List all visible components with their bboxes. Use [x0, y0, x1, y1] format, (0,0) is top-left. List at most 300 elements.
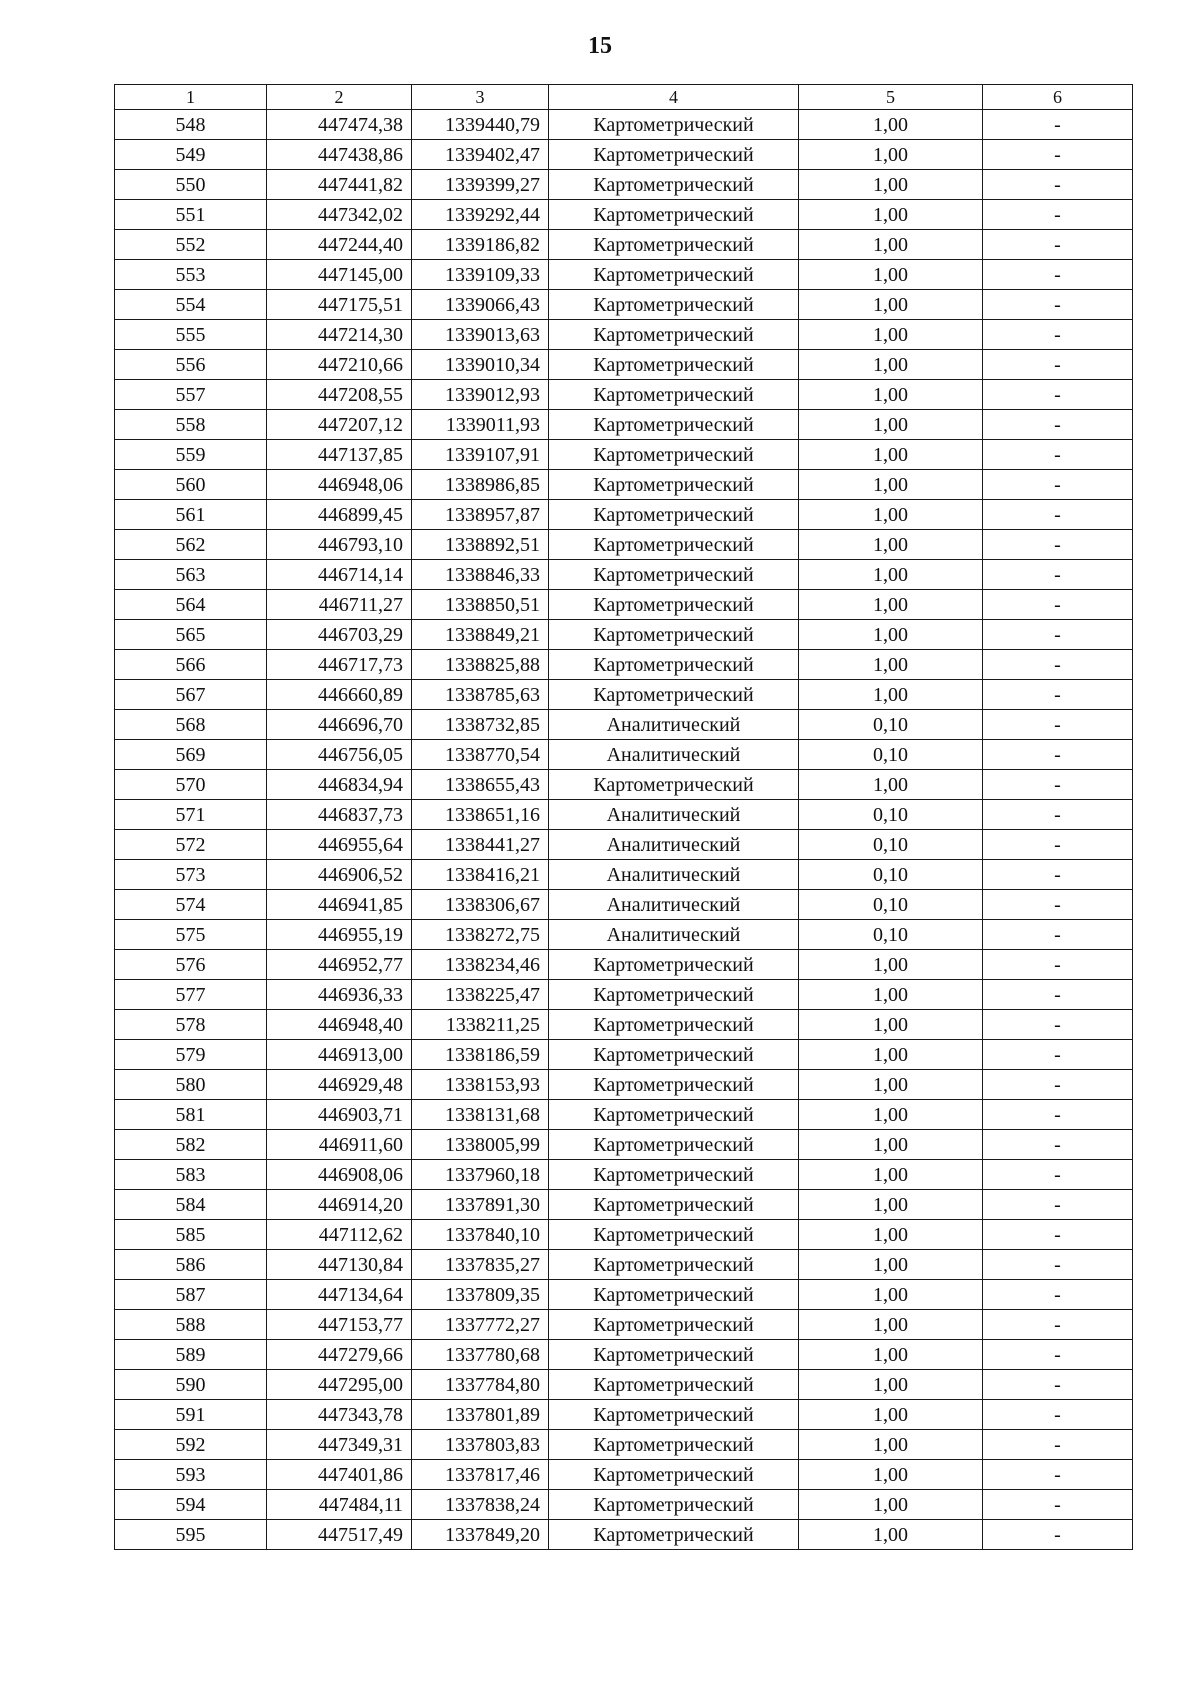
x-coordinate-cell: 447279,66: [267, 1340, 412, 1370]
note-cell: -: [983, 500, 1133, 530]
table-row: [115, 770, 1133, 800]
x-coordinate-cell: 446703,29: [267, 620, 412, 650]
x-coordinate-cell: 447474,38: [267, 110, 412, 140]
y-coordinate-cell: 1339402,47: [412, 140, 549, 170]
point-number-cell: 548: [115, 110, 267, 140]
note-cell: -: [983, 140, 1133, 170]
y-coordinate-cell: 1337960,18: [412, 1160, 549, 1190]
accuracy-cell: 1,00: [799, 1370, 983, 1400]
method-cell: Аналитический: [549, 890, 799, 920]
table-row: [115, 500, 1133, 530]
point-number-cell: 593: [115, 1460, 267, 1490]
table-row: [115, 1190, 1133, 1220]
coordinates-table: [114, 84, 1133, 1550]
note-cell: -: [983, 650, 1133, 680]
y-coordinate-cell: 1338785,63: [412, 680, 549, 710]
y-coordinate-cell: 1338651,16: [412, 800, 549, 830]
table-row: [115, 1460, 1133, 1490]
x-coordinate-cell: 447349,31: [267, 1430, 412, 1460]
accuracy-cell: 1,00: [799, 110, 983, 140]
note-cell: -: [983, 680, 1133, 710]
accuracy-cell: 1,00: [799, 1340, 983, 1370]
method-cell: Картометрический: [549, 410, 799, 440]
note-cell: -: [983, 470, 1133, 500]
note-cell: -: [983, 200, 1133, 230]
y-coordinate-cell: 1337891,30: [412, 1190, 549, 1220]
y-coordinate-cell: 1338892,51: [412, 530, 549, 560]
point-number-cell: 583: [115, 1160, 267, 1190]
method-cell: Аналитический: [549, 740, 799, 770]
y-coordinate-cell: 1339012,93: [412, 380, 549, 410]
table-row: [115, 1340, 1133, 1370]
y-coordinate-cell: 1337784,80: [412, 1370, 549, 1400]
x-coordinate-cell: 446660,89: [267, 680, 412, 710]
point-number-cell: 550: [115, 170, 267, 200]
method-cell: Аналитический: [549, 860, 799, 890]
point-number-cell: 584: [115, 1190, 267, 1220]
table-row: [115, 290, 1133, 320]
x-coordinate-cell: 447145,00: [267, 260, 412, 290]
note-cell: -: [983, 770, 1133, 800]
table-row: [115, 1430, 1133, 1460]
accuracy-cell: 1,00: [799, 230, 983, 260]
point-number-cell: 568: [115, 710, 267, 740]
x-coordinate-cell: 446955,19: [267, 920, 412, 950]
method-cell: Картометрический: [549, 1040, 799, 1070]
point-number-cell: 592: [115, 1430, 267, 1460]
y-coordinate-cell: 1337840,10: [412, 1220, 549, 1250]
point-number-cell: 567: [115, 680, 267, 710]
point-number-cell: 574: [115, 890, 267, 920]
x-coordinate-cell: 447175,51: [267, 290, 412, 320]
method-cell: Картометрический: [549, 1400, 799, 1430]
accuracy-cell: 1,00: [799, 560, 983, 590]
accuracy-cell: 1,00: [799, 260, 983, 290]
note-cell: -: [983, 440, 1133, 470]
note-cell: -: [983, 1250, 1133, 1280]
point-number-cell: 555: [115, 320, 267, 350]
method-cell: Картометрический: [549, 140, 799, 170]
point-number-cell: 569: [115, 740, 267, 770]
y-coordinate-cell: 1338849,21: [412, 620, 549, 650]
note-cell: -: [983, 590, 1133, 620]
y-coordinate-cell: 1339010,34: [412, 350, 549, 380]
method-cell: Картометрический: [549, 200, 799, 230]
y-coordinate-cell: 1338732,85: [412, 710, 549, 740]
point-number-cell: 549: [115, 140, 267, 170]
point-number-cell: 589: [115, 1340, 267, 1370]
x-coordinate-cell: 446711,27: [267, 590, 412, 620]
note-cell: -: [983, 560, 1133, 590]
x-coordinate-cell: 446756,05: [267, 740, 412, 770]
note-cell: -: [983, 110, 1133, 140]
x-coordinate-cell: 447295,00: [267, 1370, 412, 1400]
note-cell: -: [983, 710, 1133, 740]
x-coordinate-cell: 446834,94: [267, 770, 412, 800]
x-coordinate-cell: 446911,60: [267, 1130, 412, 1160]
accuracy-cell: 1,00: [799, 1220, 983, 1250]
note-cell: -: [983, 1340, 1133, 1370]
table-row: [115, 830, 1133, 860]
table-row: [115, 740, 1133, 770]
y-coordinate-cell: 1337772,27: [412, 1310, 549, 1340]
x-coordinate-cell: 447517,49: [267, 1520, 412, 1550]
table-body: [115, 110, 1133, 1550]
table-row: [115, 1310, 1133, 1340]
point-number-cell: 573: [115, 860, 267, 890]
note-cell: -: [983, 1490, 1133, 1520]
table-row: [115, 260, 1133, 290]
point-number-cell: 553: [115, 260, 267, 290]
table-row: [115, 200, 1133, 230]
method-cell: Картометрический: [549, 170, 799, 200]
x-coordinate-cell: 447130,84: [267, 1250, 412, 1280]
note-cell: -: [983, 1130, 1133, 1160]
y-coordinate-cell: 1339109,33: [412, 260, 549, 290]
x-coordinate-cell: 447484,11: [267, 1490, 412, 1520]
table-row: [115, 1040, 1133, 1070]
accuracy-cell: 1,00: [799, 380, 983, 410]
point-number-cell: 571: [115, 800, 267, 830]
y-coordinate-cell: 1338153,93: [412, 1070, 549, 1100]
accuracy-cell: 1,00: [799, 650, 983, 680]
method-cell: Картометрический: [549, 1190, 799, 1220]
point-number-cell: 575: [115, 920, 267, 950]
y-coordinate-cell: 1339440,79: [412, 110, 549, 140]
table-row: [115, 650, 1133, 680]
y-coordinate-cell: 1339107,91: [412, 440, 549, 470]
note-cell: -: [983, 620, 1133, 650]
x-coordinate-cell: 447343,78: [267, 1400, 412, 1430]
point-number-cell: 563: [115, 560, 267, 590]
column-header-3: 3: [412, 85, 549, 110]
table-row: [115, 980, 1133, 1010]
table-row: [115, 1370, 1133, 1400]
accuracy-cell: 1,00: [799, 1400, 983, 1430]
table-row: [115, 860, 1133, 890]
table-row: [115, 110, 1133, 140]
method-cell: Картометрический: [549, 530, 799, 560]
x-coordinate-cell: 446941,85: [267, 890, 412, 920]
x-coordinate-cell: 447153,77: [267, 1310, 412, 1340]
accuracy-cell: 1,00: [799, 500, 983, 530]
table-row: [115, 1280, 1133, 1310]
table-row: [115, 680, 1133, 710]
y-coordinate-cell: 1338655,43: [412, 770, 549, 800]
accuracy-cell: 1,00: [799, 200, 983, 230]
point-number-cell: 594: [115, 1490, 267, 1520]
x-coordinate-cell: 446913,00: [267, 1040, 412, 1070]
accuracy-cell: 1,00: [799, 1010, 983, 1040]
x-coordinate-cell: 446929,48: [267, 1070, 412, 1100]
accuracy-cell: 0,10: [799, 740, 983, 770]
accuracy-cell: 1,00: [799, 1190, 983, 1220]
method-cell: Картометрический: [549, 1430, 799, 1460]
table-row: [115, 530, 1133, 560]
table-row: [115, 800, 1133, 830]
point-number-cell: 551: [115, 200, 267, 230]
method-cell: Картометрический: [549, 1100, 799, 1130]
method-cell: Аналитический: [549, 920, 799, 950]
y-coordinate-cell: 1337803,83: [412, 1430, 549, 1460]
y-coordinate-cell: 1337849,20: [412, 1520, 549, 1550]
table-row: [115, 1160, 1133, 1190]
x-coordinate-cell: 446899,45: [267, 500, 412, 530]
method-cell: Картометрический: [549, 1280, 799, 1310]
column-header-6: 6: [983, 85, 1133, 110]
table-row: [115, 1400, 1133, 1430]
table-row: [115, 410, 1133, 440]
x-coordinate-cell: 446793,10: [267, 530, 412, 560]
y-coordinate-cell: 1338225,47: [412, 980, 549, 1010]
method-cell: Картометрический: [549, 320, 799, 350]
method-cell: Картометрический: [549, 1160, 799, 1190]
point-number-cell: 556: [115, 350, 267, 380]
table-row: [115, 470, 1133, 500]
x-coordinate-cell: 447438,86: [267, 140, 412, 170]
x-coordinate-cell: 447342,02: [267, 200, 412, 230]
point-number-cell: 577: [115, 980, 267, 1010]
y-coordinate-cell: 1338186,59: [412, 1040, 549, 1070]
point-number-cell: 558: [115, 410, 267, 440]
column-header-1: 1: [115, 85, 267, 110]
point-number-cell: 554: [115, 290, 267, 320]
x-coordinate-cell: 446906,52: [267, 860, 412, 890]
note-cell: -: [983, 1310, 1133, 1340]
point-number-cell: 564: [115, 590, 267, 620]
accuracy-cell: 0,10: [799, 890, 983, 920]
point-number-cell: 590: [115, 1370, 267, 1400]
note-cell: -: [983, 1370, 1133, 1400]
y-coordinate-cell: 1339066,43: [412, 290, 549, 320]
note-cell: -: [983, 1400, 1133, 1430]
method-cell: Аналитический: [549, 710, 799, 740]
note-cell: -: [983, 290, 1133, 320]
x-coordinate-cell: 446696,70: [267, 710, 412, 740]
x-coordinate-cell: 447207,12: [267, 410, 412, 440]
method-cell: Картометрический: [549, 440, 799, 470]
note-cell: -: [983, 260, 1133, 290]
x-coordinate-cell: 446717,73: [267, 650, 412, 680]
accuracy-cell: 0,10: [799, 860, 983, 890]
point-number-cell: 586: [115, 1250, 267, 1280]
point-number-cell: 579: [115, 1040, 267, 1070]
point-number-cell: 576: [115, 950, 267, 980]
method-cell: Аналитический: [549, 830, 799, 860]
accuracy-cell: 1,00: [799, 620, 983, 650]
x-coordinate-cell: 446837,73: [267, 800, 412, 830]
note-cell: -: [983, 1520, 1133, 1550]
accuracy-cell: 1,00: [799, 1490, 983, 1520]
x-coordinate-cell: 447134,64: [267, 1280, 412, 1310]
method-cell: Картометрический: [549, 350, 799, 380]
y-coordinate-cell: 1339399,27: [412, 170, 549, 200]
accuracy-cell: 1,00: [799, 440, 983, 470]
point-number-cell: 585: [115, 1220, 267, 1250]
point-number-cell: 566: [115, 650, 267, 680]
x-coordinate-cell: 446936,33: [267, 980, 412, 1010]
accuracy-cell: 0,10: [799, 920, 983, 950]
accuracy-cell: 1,00: [799, 140, 983, 170]
accuracy-cell: 1,00: [799, 770, 983, 800]
x-coordinate-cell: 447244,40: [267, 230, 412, 260]
y-coordinate-cell: 1338131,68: [412, 1100, 549, 1130]
x-coordinate-cell: 447401,86: [267, 1460, 412, 1490]
accuracy-cell: 1,00: [799, 680, 983, 710]
note-cell: -: [983, 1010, 1133, 1040]
page-number: 15: [588, 33, 612, 59]
y-coordinate-cell: 1338234,46: [412, 950, 549, 980]
method-cell: Картометрический: [549, 1340, 799, 1370]
table-row: [115, 1100, 1133, 1130]
point-number-cell: 570: [115, 770, 267, 800]
y-coordinate-cell: 1337780,68: [412, 1340, 549, 1370]
y-coordinate-cell: 1338306,67: [412, 890, 549, 920]
accuracy-cell: 1,00: [799, 530, 983, 560]
note-cell: -: [983, 830, 1133, 860]
accuracy-cell: 1,00: [799, 980, 983, 1010]
accuracy-cell: 1,00: [799, 1070, 983, 1100]
method-cell: Картометрический: [549, 980, 799, 1010]
x-coordinate-cell: 447112,62: [267, 1220, 412, 1250]
table-row: [115, 440, 1133, 470]
accuracy-cell: 1,00: [799, 350, 983, 380]
note-cell: -: [983, 230, 1133, 260]
method-cell: Картометрический: [549, 620, 799, 650]
accuracy-cell: 1,00: [799, 1280, 983, 1310]
point-number-cell: 595: [115, 1520, 267, 1550]
x-coordinate-cell: 446714,14: [267, 560, 412, 590]
method-cell: Картометрический: [549, 1460, 799, 1490]
note-cell: -: [983, 1040, 1133, 1070]
method-cell: Аналитический: [549, 800, 799, 830]
accuracy-cell: 1,00: [799, 1460, 983, 1490]
x-coordinate-cell: 446952,77: [267, 950, 412, 980]
note-cell: -: [983, 860, 1133, 890]
accuracy-cell: 1,00: [799, 1130, 983, 1160]
y-coordinate-cell: 1338005,99: [412, 1130, 549, 1160]
method-cell: Картометрический: [549, 650, 799, 680]
method-cell: Картометрический: [549, 1310, 799, 1340]
method-cell: Картометрический: [549, 680, 799, 710]
table-row: [115, 950, 1133, 980]
table-row: [115, 1220, 1133, 1250]
x-coordinate-cell: 446914,20: [267, 1190, 412, 1220]
y-coordinate-cell: 1339186,82: [412, 230, 549, 260]
accuracy-cell: 1,00: [799, 320, 983, 350]
method-cell: Картометрический: [549, 590, 799, 620]
point-number-cell: 572: [115, 830, 267, 860]
note-cell: -: [983, 980, 1133, 1010]
method-cell: Картометрический: [549, 560, 799, 590]
accuracy-cell: 1,00: [799, 1250, 983, 1280]
accuracy-cell: 1,00: [799, 1040, 983, 1070]
method-cell: Картометрический: [549, 1130, 799, 1160]
accuracy-cell: 1,00: [799, 590, 983, 620]
accuracy-cell: 1,00: [799, 1520, 983, 1550]
point-number-cell: 587: [115, 1280, 267, 1310]
y-coordinate-cell: 1337817,46: [412, 1460, 549, 1490]
y-coordinate-cell: 1337809,35: [412, 1280, 549, 1310]
method-cell: Картометрический: [549, 1490, 799, 1520]
method-cell: Картометрический: [549, 230, 799, 260]
x-coordinate-cell: 447441,82: [267, 170, 412, 200]
note-cell: -: [983, 1430, 1133, 1460]
y-coordinate-cell: 1337801,89: [412, 1400, 549, 1430]
table-row: [115, 1490, 1133, 1520]
y-coordinate-cell: 1339292,44: [412, 200, 549, 230]
method-cell: Картометрический: [549, 260, 799, 290]
point-number-cell: 557: [115, 380, 267, 410]
table-row: [115, 920, 1133, 950]
point-number-cell: 559: [115, 440, 267, 470]
table-row: [115, 140, 1133, 170]
method-cell: Картометрический: [549, 770, 799, 800]
y-coordinate-cell: 1337838,24: [412, 1490, 549, 1520]
table-row: [115, 620, 1133, 650]
method-cell: Картометрический: [549, 950, 799, 980]
x-coordinate-cell: 446908,06: [267, 1160, 412, 1190]
note-cell: -: [983, 740, 1133, 770]
y-coordinate-cell: 1338846,33: [412, 560, 549, 590]
x-coordinate-cell: 447210,66: [267, 350, 412, 380]
table-row: [115, 710, 1133, 740]
note-cell: -: [983, 950, 1133, 980]
y-coordinate-cell: 1339013,63: [412, 320, 549, 350]
method-cell: Картометрический: [549, 1010, 799, 1040]
method-cell: Картометрический: [549, 470, 799, 500]
point-number-cell: 562: [115, 530, 267, 560]
accuracy-cell: 1,00: [799, 410, 983, 440]
y-coordinate-cell: 1338957,87: [412, 500, 549, 530]
y-coordinate-cell: 1337835,27: [412, 1250, 549, 1280]
accuracy-cell: 1,00: [799, 1100, 983, 1130]
table-row: [115, 590, 1133, 620]
x-coordinate-cell: 446948,40: [267, 1010, 412, 1040]
y-coordinate-cell: 1338272,75: [412, 920, 549, 950]
method-cell: Картометрический: [549, 380, 799, 410]
table-row: [115, 890, 1133, 920]
point-number-cell: 588: [115, 1310, 267, 1340]
note-cell: -: [983, 320, 1133, 350]
y-coordinate-cell: 1338416,21: [412, 860, 549, 890]
method-cell: Картометрический: [549, 1370, 799, 1400]
note-cell: -: [983, 350, 1133, 380]
point-number-cell: 582: [115, 1130, 267, 1160]
point-number-cell: 552: [115, 230, 267, 260]
table-row: [115, 1070, 1133, 1100]
table-row: [115, 170, 1133, 200]
note-cell: -: [983, 1190, 1133, 1220]
note-cell: -: [983, 1220, 1133, 1250]
accuracy-cell: 0,10: [799, 800, 983, 830]
accuracy-cell: 1,00: [799, 1310, 983, 1340]
x-coordinate-cell: 446903,71: [267, 1100, 412, 1130]
table-row: [115, 320, 1133, 350]
note-cell: -: [983, 800, 1133, 830]
accuracy-cell: 1,00: [799, 1160, 983, 1190]
x-coordinate-cell: 446948,06: [267, 470, 412, 500]
y-coordinate-cell: 1338770,54: [412, 740, 549, 770]
table-row: [115, 1130, 1133, 1160]
method-cell: Картометрический: [549, 290, 799, 320]
y-coordinate-cell: 1338441,27: [412, 830, 549, 860]
table-row: [115, 380, 1133, 410]
y-coordinate-cell: 1338850,51: [412, 590, 549, 620]
accuracy-cell: 0,10: [799, 710, 983, 740]
y-coordinate-cell: 1338211,25: [412, 1010, 549, 1040]
method-cell: Картометрический: [549, 1220, 799, 1250]
